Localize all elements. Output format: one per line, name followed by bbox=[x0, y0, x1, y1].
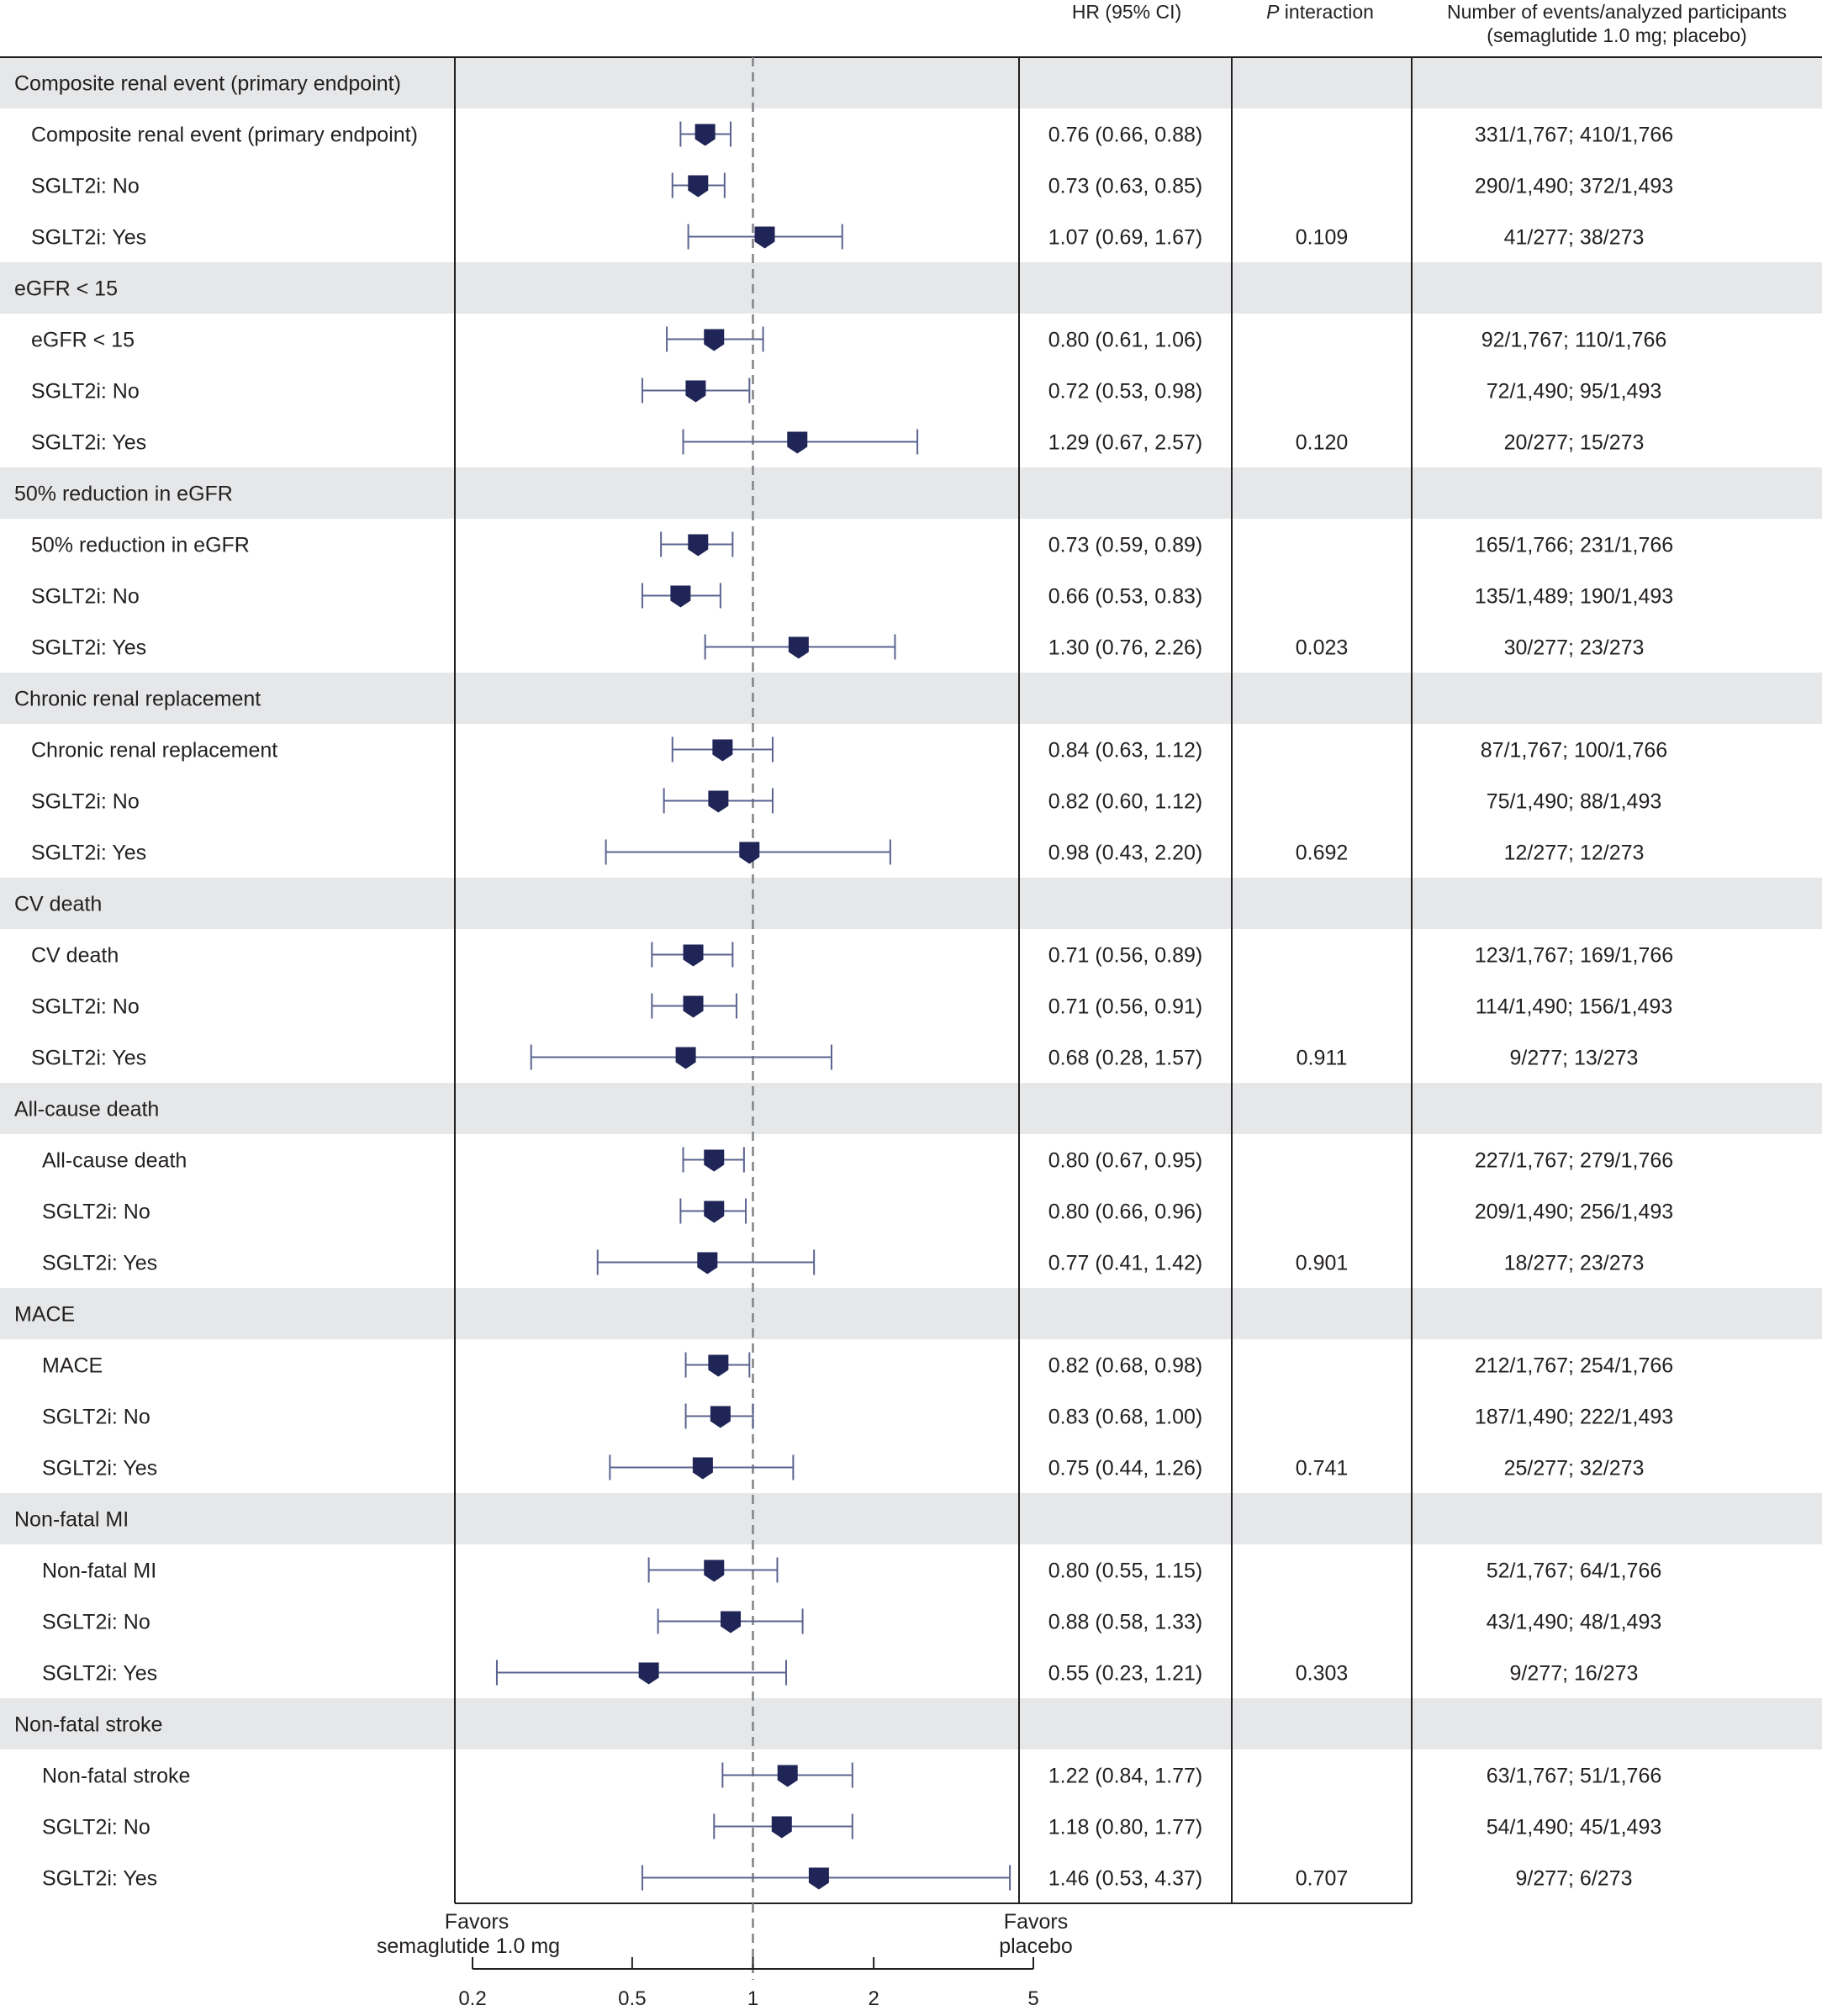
row-label: SGLT2i: No bbox=[31, 789, 140, 814]
hr-ci-value: 0.82 (0.60, 1.12) bbox=[1048, 789, 1203, 814]
hr-marker bbox=[695, 124, 716, 146]
hr-ci-value: 0.88 (0.58, 1.33) bbox=[1048, 1610, 1203, 1634]
hr-marker bbox=[670, 586, 690, 608]
row-label: SGLT2i: No bbox=[42, 1405, 151, 1429]
hr-marker bbox=[772, 1817, 792, 1839]
group-title: MACE bbox=[14, 1302, 76, 1327]
events-value: 290/1,490; 372/1,493 bbox=[1474, 174, 1674, 198]
row-label: Chronic renal replacement bbox=[31, 738, 278, 763]
hr-marker bbox=[685, 381, 705, 403]
p-interaction-value: 0.901 bbox=[1295, 1251, 1349, 1275]
events-value: 25/277; 32/273 bbox=[1503, 1456, 1645, 1480]
group-header-band bbox=[0, 1083, 1822, 1134]
hr-ci-value: 0.84 (0.63, 1.12) bbox=[1048, 738, 1203, 763]
hr-ci-value: 1.18 (0.80, 1.77) bbox=[1048, 1815, 1203, 1839]
row-label: SGLT2i: No bbox=[31, 584, 140, 609]
hr-marker bbox=[693, 1458, 713, 1480]
group-title: Composite renal event (primary endpoint) bbox=[14, 71, 401, 96]
row-label: 50% reduction in eGFR bbox=[31, 533, 250, 557]
row-label: SGLT2i: Yes bbox=[42, 1456, 158, 1480]
events-value: 52/1,767; 64/1,766 bbox=[1486, 1559, 1662, 1583]
hr-ci-value: 0.80 (0.61, 1.06) bbox=[1048, 328, 1203, 352]
hr-ci-value: 0.72 (0.53, 0.98) bbox=[1048, 379, 1203, 404]
events-value: 43/1,490; 48/1,493 bbox=[1486, 1610, 1662, 1634]
p-interaction-value: 0.707 bbox=[1295, 1866, 1349, 1891]
group-title: eGFR < 15 bbox=[14, 277, 118, 301]
row-label: eGFR < 15 bbox=[31, 328, 135, 352]
events-header-line2: (semaglutide 1.0 mg; placebo) bbox=[1487, 24, 1747, 46]
p-interaction-value: 0.109 bbox=[1295, 225, 1349, 250]
row-label: CV death bbox=[31, 943, 119, 968]
events-value: 331/1,767; 410/1,766 bbox=[1474, 123, 1674, 147]
row-label: SGLT2i: Yes bbox=[31, 1046, 147, 1070]
events-value: 75/1,490; 88/1,493 bbox=[1486, 789, 1662, 814]
group-header-band bbox=[0, 262, 1822, 314]
hr-marker bbox=[704, 1150, 724, 1172]
hr-ci-value: 1.29 (0.67, 2.57) bbox=[1048, 430, 1203, 455]
row-label: SGLT2i: No bbox=[42, 1815, 151, 1839]
group-title: Non-fatal stroke bbox=[14, 1713, 163, 1737]
p-interaction-value: 0.120 bbox=[1295, 430, 1349, 455]
events-value: 209/1,490; 256/1,493 bbox=[1474, 1200, 1674, 1224]
events-value: 12/277; 12/273 bbox=[1503, 841, 1645, 865]
row-label: SGLT2i: Yes bbox=[31, 430, 147, 455]
events-value: 9/277; 16/273 bbox=[1509, 1661, 1639, 1686]
group-title: All-cause death bbox=[14, 1097, 160, 1121]
hr-marker bbox=[755, 227, 775, 249]
x-tick-label: 0.2 bbox=[458, 1987, 487, 2010]
events-value: 9/277; 6/273 bbox=[1515, 1866, 1633, 1891]
hr-ci-value: 0.76 (0.66, 0.88) bbox=[1048, 123, 1203, 147]
hr-marker bbox=[684, 996, 704, 1018]
group-header-band bbox=[0, 1493, 1822, 1544]
events-value: 187/1,490; 222/1,493 bbox=[1474, 1405, 1674, 1429]
hr-marker bbox=[789, 637, 809, 659]
hr-ci-value: 1.07 (0.69, 1.67) bbox=[1048, 225, 1203, 250]
group-title: CV death bbox=[14, 892, 103, 916]
hr-ci-value: 0.77 (0.41, 1.42) bbox=[1048, 1251, 1203, 1275]
group-title: Non-fatal MI bbox=[14, 1507, 129, 1532]
hr-marker bbox=[684, 945, 704, 967]
hr-column-header: HR (95% CI) bbox=[1071, 1, 1182, 23]
row-label: All-cause death bbox=[42, 1148, 187, 1173]
events-value: 54/1,490; 45/1,493 bbox=[1486, 1815, 1662, 1839]
p-letter: P bbox=[1266, 1, 1280, 23]
hr-marker bbox=[708, 791, 728, 813]
events-value: 63/1,767; 51/1,766 bbox=[1486, 1764, 1662, 1788]
events-value: 92/1,767; 110/1,766 bbox=[1481, 328, 1667, 352]
row-label: SGLT2i: Yes bbox=[31, 225, 147, 250]
hr-ci-value: 1.22 (0.84, 1.77) bbox=[1048, 1764, 1203, 1788]
p-interaction-value: 0.741 bbox=[1295, 1456, 1349, 1480]
hr-ci-value: 0.82 (0.68, 0.98) bbox=[1048, 1354, 1203, 1378]
hr-marker bbox=[704, 1560, 724, 1582]
row-label: SGLT2i: Yes bbox=[42, 1866, 158, 1891]
events-header-line1: Number of events/analyzed participants bbox=[1447, 1, 1787, 23]
hr-ci-value: 0.71 (0.56, 0.89) bbox=[1048, 943, 1203, 968]
p-interaction-value: 0.692 bbox=[1295, 841, 1349, 865]
x-tick-label: 2 bbox=[868, 1987, 879, 2010]
group-header-band bbox=[0, 1698, 1822, 1749]
favors-semaglutide-label-line2: semaglutide 1.0 mg bbox=[376, 1934, 561, 1958]
hr-marker bbox=[704, 330, 724, 351]
events-value: 9/277; 13/273 bbox=[1509, 1046, 1639, 1070]
hr-ci-value: 1.46 (0.53, 4.37) bbox=[1048, 1866, 1203, 1891]
group-header-band bbox=[0, 467, 1822, 519]
events-value: 114/1,490; 156/1,493 bbox=[1475, 995, 1673, 1019]
events-value: 212/1,767; 254/1,766 bbox=[1474, 1354, 1674, 1378]
favors-placebo-label-line2: placebo bbox=[999, 1934, 1073, 1958]
events-value: 123/1,767; 169/1,766 bbox=[1474, 943, 1674, 968]
group-header-band bbox=[0, 1288, 1822, 1339]
events-value: 87/1,767; 100/1,766 bbox=[1480, 738, 1668, 763]
events-value: 30/277; 23/273 bbox=[1503, 636, 1645, 660]
row-label: SGLT2i: No bbox=[42, 1610, 151, 1634]
row-label: SGLT2i: Yes bbox=[42, 1661, 158, 1686]
hr-ci-value: 0.75 (0.44, 1.26) bbox=[1048, 1456, 1203, 1480]
row-label: MACE bbox=[42, 1354, 103, 1378]
events-value: 165/1,766; 231/1,766 bbox=[1474, 533, 1674, 557]
x-tick-label: 1 bbox=[747, 1987, 759, 2010]
row-label: SGLT2i: No bbox=[31, 379, 140, 404]
hr-ci-value: 0.66 (0.53, 0.83) bbox=[1048, 584, 1203, 609]
hr-marker bbox=[809, 1868, 829, 1890]
row-label: Composite renal event (primary endpoint) bbox=[31, 123, 418, 147]
events-value: 227/1,767; 279/1,766 bbox=[1474, 1148, 1674, 1173]
hr-ci-value: 0.83 (0.68, 1.00) bbox=[1048, 1405, 1203, 1429]
hr-ci-value: 0.68 (0.28, 1.57) bbox=[1048, 1046, 1203, 1070]
p-interaction-value: 0.023 bbox=[1295, 636, 1349, 660]
hr-marker bbox=[688, 176, 708, 198]
hr-ci-value: 0.80 (0.55, 1.15) bbox=[1048, 1559, 1203, 1583]
hr-ci-value: 0.80 (0.67, 0.95) bbox=[1048, 1148, 1203, 1173]
row-label: Non-fatal MI bbox=[42, 1559, 157, 1583]
p-interaction-word: interaction bbox=[1284, 1, 1374, 23]
hr-marker bbox=[721, 1612, 741, 1633]
p-interaction-value: 0.911 bbox=[1296, 1046, 1348, 1070]
favors-semaglutide-label-line1: Favors bbox=[444, 1910, 510, 1934]
group-title: 50% reduction in eGFR bbox=[14, 482, 233, 506]
hr-marker bbox=[787, 432, 807, 454]
hr-marker bbox=[639, 1663, 659, 1685]
row-label: Non-fatal stroke bbox=[42, 1764, 191, 1788]
hr-marker bbox=[676, 1048, 696, 1069]
hr-ci-value: 0.98 (0.43, 2.20) bbox=[1048, 841, 1203, 865]
row-label: SGLT2i: No bbox=[42, 1200, 151, 1224]
hr-ci-value: 0.55 (0.23, 1.21) bbox=[1048, 1661, 1203, 1686]
group-header-band bbox=[0, 673, 1822, 724]
events-value: 18/277; 23/273 bbox=[1503, 1251, 1645, 1275]
hr-marker bbox=[697, 1253, 717, 1275]
hr-ci-value: 0.73 (0.63, 0.85) bbox=[1048, 174, 1203, 198]
row-label: SGLT2i: Yes bbox=[42, 1251, 158, 1275]
hr-ci-value: 1.30 (0.76, 2.26) bbox=[1048, 636, 1203, 660]
hr-marker bbox=[704, 1201, 724, 1223]
group-title: Chronic renal replacement bbox=[14, 687, 261, 711]
hr-marker bbox=[688, 535, 708, 557]
x-tick-label: 5 bbox=[1027, 1987, 1039, 2010]
favors-placebo-label-line1: Favors bbox=[1003, 1910, 1069, 1934]
hr-marker bbox=[708, 1355, 728, 1377]
hr-marker bbox=[710, 1406, 731, 1428]
group-header-band bbox=[0, 878, 1822, 929]
hr-marker bbox=[778, 1765, 798, 1787]
row-label: SGLT2i: No bbox=[31, 174, 140, 198]
row-label: SGLT2i: No bbox=[31, 995, 140, 1019]
hr-marker bbox=[712, 740, 732, 762]
hr-marker bbox=[739, 842, 759, 864]
events-value: 41/277; 38/273 bbox=[1503, 225, 1645, 250]
x-tick-label: 0.5 bbox=[618, 1987, 647, 2010]
row-label: SGLT2i: Yes bbox=[31, 841, 147, 865]
events-value: 72/1,490; 95/1,493 bbox=[1486, 379, 1662, 404]
hr-ci-value: 0.71 (0.56, 0.91) bbox=[1048, 995, 1203, 1019]
events-value: 135/1,489; 190/1,493 bbox=[1474, 584, 1674, 609]
p-interaction-value: 0.303 bbox=[1295, 1661, 1349, 1686]
hr-ci-value: 0.73 (0.59, 0.89) bbox=[1048, 533, 1203, 557]
events-value: 20/277; 15/273 bbox=[1503, 430, 1645, 455]
hr-ci-value: 0.80 (0.66, 0.96) bbox=[1048, 1200, 1203, 1224]
row-label: SGLT2i: Yes bbox=[31, 636, 147, 660]
